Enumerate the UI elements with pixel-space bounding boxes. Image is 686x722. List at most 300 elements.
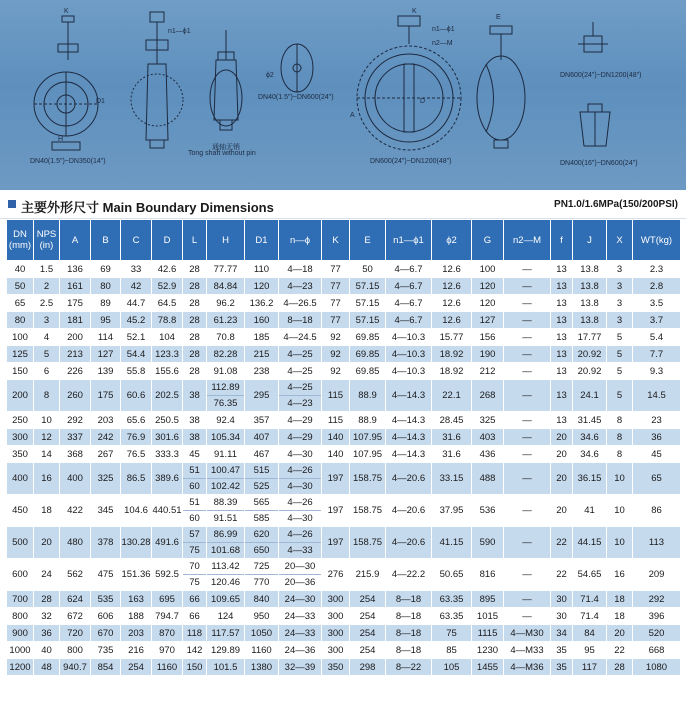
- table-cell: 3: [607, 312, 633, 329]
- column-header: H: [207, 220, 245, 261]
- table-cell: 57.15: [350, 278, 386, 295]
- table-cell: 76.5: [121, 446, 152, 463]
- table-cell: 5: [607, 363, 633, 380]
- cell-subvalue: 101.68: [207, 542, 244, 558]
- column-header: n1—ϕ1: [386, 220, 432, 261]
- table-cell: 13: [551, 412, 573, 429]
- table-cell: 400: [60, 463, 91, 495]
- table-cell: 41: [573, 495, 607, 527]
- table-cell: 115: [322, 412, 350, 429]
- table-cell: 158.75: [350, 463, 386, 495]
- table-cell: 69.85: [350, 346, 386, 363]
- table-cell: [207, 463, 245, 495]
- table-cell: 300: [322, 625, 350, 642]
- table-cell: 24—30: [279, 591, 322, 608]
- table-cell: —: [504, 329, 551, 346]
- table-cell: 20: [551, 446, 573, 463]
- label-range-c: DN600(24")~DN1200(48"): [370, 158, 452, 165]
- valve-tong-shaft-view: [210, 30, 242, 130]
- table-cell: 212: [472, 363, 504, 380]
- table-cell: 140: [322, 446, 350, 463]
- table-cell: 32: [34, 608, 60, 625]
- table-cell: 4—10.3: [386, 329, 432, 346]
- table-cell: 3: [607, 261, 633, 278]
- table-cell: 181: [60, 312, 91, 329]
- table-cell: 80: [91, 278, 121, 295]
- table-cell: 65: [7, 295, 34, 312]
- table-cell: 1160: [152, 659, 183, 676]
- table-cell: 20: [607, 625, 633, 642]
- table-cell: 28: [183, 329, 207, 346]
- table-cell: 13: [551, 261, 573, 278]
- table-cell: 13: [551, 312, 573, 329]
- table-cell: —: [504, 495, 551, 527]
- table-cell: 3.5: [633, 295, 681, 312]
- table-cell: 38: [183, 412, 207, 429]
- table-cell: 28: [183, 278, 207, 295]
- table-cell: 5: [34, 346, 60, 363]
- cell-subvalue: 51: [189, 497, 200, 508]
- table-cell: 13.8: [573, 278, 607, 295]
- table-cell: 28: [183, 312, 207, 329]
- table-cell: 91.11: [207, 446, 245, 463]
- table-cell: 95: [91, 312, 121, 329]
- table-cell: 254: [350, 625, 386, 642]
- table-cell: 48: [34, 659, 60, 676]
- table-cell: 28: [183, 295, 207, 312]
- table-cell: 794.7: [152, 608, 183, 625]
- table-cell: 86.5: [121, 463, 152, 495]
- bullet-square-icon: [8, 200, 16, 208]
- table-cell: 60.6: [121, 380, 152, 412]
- cell-subvalue: 100.47: [210, 465, 241, 476]
- table-cell: 8—18: [386, 625, 432, 642]
- table-cell: 18: [607, 591, 633, 608]
- table-cell: 403: [472, 429, 504, 446]
- table-cell: 57.15: [350, 295, 386, 312]
- technical-drawing: [0, 0, 686, 190]
- table-cell: 23: [633, 412, 681, 429]
- table-cell: 161: [60, 278, 91, 295]
- table-cell: —: [504, 363, 551, 380]
- table-cell: 5: [607, 346, 633, 363]
- column-header: DN (mm): [7, 220, 34, 261]
- table-cell: 123.3: [152, 346, 183, 363]
- cell-subvalue: 88.39: [213, 497, 238, 508]
- table-cell: 10: [607, 463, 633, 495]
- table-cell: 800: [7, 608, 34, 625]
- table-cell: 18: [607, 608, 633, 625]
- table-cell: 12.6: [432, 278, 472, 295]
- section-title: 主要外形尺寸 Main Boundary Dimensions: [21, 200, 274, 215]
- table-cell: 42.6: [152, 261, 183, 278]
- table-cell: [279, 495, 322, 527]
- table-cell: 8—18: [386, 608, 432, 625]
- table-cell: 4—10.3: [386, 363, 432, 380]
- cell-subvalue: 4—30: [279, 510, 321, 526]
- table-cell: 209: [633, 559, 681, 591]
- table-cell: 32—39: [279, 659, 322, 676]
- table-cell: 120: [472, 278, 504, 295]
- table-cell: 91.08: [207, 363, 245, 380]
- cell-subvalue: 91.51: [207, 510, 244, 526]
- table-cell: 200: [60, 329, 91, 346]
- table-cell: 5: [607, 380, 633, 412]
- table-cell: 28: [183, 346, 207, 363]
- table-cell: 92: [322, 363, 350, 380]
- table-cell: 69.85: [350, 363, 386, 380]
- table-cell: 114: [91, 329, 121, 346]
- table-cell: 13.8: [573, 312, 607, 329]
- table-cell: 185: [245, 329, 279, 346]
- cell-subvalue: 4—33: [279, 542, 321, 558]
- cell-subvalue: 585: [245, 510, 278, 526]
- table-cell: 13: [551, 278, 573, 295]
- table-cell: 4—25: [279, 363, 322, 380]
- table-row: [7, 312, 681, 329]
- table-cell: 4—25: [279, 346, 322, 363]
- table-cell: 100: [7, 329, 34, 346]
- table-cell: 672: [60, 608, 91, 625]
- table-cell: 12.6: [432, 261, 472, 278]
- table-cell: 895: [472, 591, 504, 608]
- table-cell: 440.51: [152, 495, 183, 527]
- table-cell: 1160: [245, 642, 279, 659]
- table-cell: [245, 463, 279, 495]
- table-cell: [183, 463, 207, 495]
- table-cell: 8: [34, 380, 60, 412]
- table-cell: 300: [7, 429, 34, 446]
- table-cell: 163: [121, 591, 152, 608]
- table-cell: 3: [34, 312, 60, 329]
- table-cell: —: [504, 591, 551, 608]
- table-cell: 142: [183, 642, 207, 659]
- cell-subvalue: 4—23: [279, 395, 321, 411]
- cell-subvalue: 515: [253, 465, 270, 476]
- table-cell: 295: [245, 380, 279, 412]
- table-cell: 57.15: [350, 312, 386, 329]
- table-cell: 202.5: [152, 380, 183, 412]
- table-cell: 71.4: [573, 591, 607, 608]
- table-cell: 900: [7, 625, 34, 642]
- cell-subvalue: 725: [253, 561, 270, 572]
- table-cell: 92: [322, 329, 350, 346]
- table-cell: 85: [432, 642, 472, 659]
- cell-subvalue: 650: [245, 542, 278, 558]
- table-cell: 720: [60, 625, 91, 642]
- label-d1: D1: [96, 98, 105, 105]
- table-cell: 2: [34, 278, 60, 295]
- table-cell: 950: [245, 608, 279, 625]
- table-cell: 38: [183, 429, 207, 446]
- table-cell: 139: [91, 363, 121, 380]
- table-cell: 107.95: [350, 446, 386, 463]
- table-cell: 115: [322, 380, 350, 412]
- cell-subvalue: 4—25: [287, 382, 313, 393]
- table-cell: 45: [633, 446, 681, 463]
- table-cell: 33.15: [432, 463, 472, 495]
- table-cell: 600: [7, 559, 34, 591]
- cell-subvalue: 620: [253, 529, 270, 540]
- table-cell: 65: [633, 463, 681, 495]
- table-cell: 378: [91, 527, 121, 559]
- table-cell: 4—30: [279, 446, 322, 463]
- label-tong-en: Tong shaft without pin: [188, 150, 256, 157]
- table-cell: 535: [91, 591, 121, 608]
- table-cell: 520: [633, 625, 681, 642]
- table-cell: 4—6.7: [386, 312, 432, 329]
- column-header: X: [607, 220, 633, 261]
- table-cell: [183, 559, 207, 591]
- table-header-row: [7, 220, 681, 261]
- table-cell: 300: [322, 642, 350, 659]
- table-cell: 480: [60, 527, 91, 559]
- table-cell: 4—14.3: [386, 429, 432, 446]
- table-cell: 20: [34, 527, 60, 559]
- cell-subvalue: 565: [253, 497, 270, 508]
- column-header: ϕ2: [432, 220, 472, 261]
- table-cell: 55.8: [121, 363, 152, 380]
- label-d: D: [420, 98, 426, 105]
- table-cell: 216: [121, 642, 152, 659]
- table-cell: 325: [91, 463, 121, 495]
- table-cell: 254: [350, 642, 386, 659]
- table-cell: 31.6: [432, 429, 472, 446]
- table-cell: 36.15: [573, 463, 607, 495]
- cell-subvalue: 4—26: [287, 465, 313, 476]
- table-cell: 301.6: [152, 429, 183, 446]
- table-row: [7, 625, 681, 642]
- table-cell: 66: [183, 608, 207, 625]
- table-cell: 4—M36: [504, 659, 551, 676]
- table-cell: 52.9: [152, 278, 183, 295]
- table-cell: 422: [60, 495, 91, 527]
- table-cell: [279, 527, 322, 559]
- table-cell: 4—10.3: [386, 346, 432, 363]
- table-cell: 28.45: [432, 412, 472, 429]
- valve-detail-top: [578, 22, 608, 52]
- table-cell: 1015: [472, 608, 504, 625]
- table-cell: 70.8: [207, 329, 245, 346]
- table-cell: 8: [607, 412, 633, 429]
- table-cell: 18.92: [432, 363, 472, 380]
- table-cell: 77: [322, 278, 350, 295]
- table-cell: 735: [91, 642, 121, 659]
- table-cell: 407: [245, 429, 279, 446]
- table-cell: 197: [322, 495, 350, 527]
- table-cell: 2.3: [633, 261, 681, 278]
- table-cell: 292: [633, 591, 681, 608]
- table-cell: 22.1: [432, 380, 472, 412]
- cell-subvalue: 120.46: [207, 574, 244, 590]
- table-cell: 150: [183, 659, 207, 676]
- table-cell: 368: [60, 446, 91, 463]
- table-cell: 10: [607, 495, 633, 527]
- table-cell: 4—14.3: [386, 412, 432, 429]
- table-row: [7, 591, 681, 608]
- table-cell: 2.8: [633, 278, 681, 295]
- table-cell: 156: [472, 329, 504, 346]
- label-n1-phi1-a: n1—ϕ1: [168, 28, 191, 35]
- table-cell: 4—23: [279, 278, 322, 295]
- table-cell: 38: [183, 380, 207, 412]
- table-row: [7, 527, 681, 559]
- table-cell: 350: [322, 659, 350, 676]
- table-cell: 36: [34, 625, 60, 642]
- table-cell: 213: [60, 346, 91, 363]
- table-cell: 61.23: [207, 312, 245, 329]
- table-cell: 14: [34, 446, 60, 463]
- table-cell: 105.34: [207, 429, 245, 446]
- valve-front-view-2: [357, 16, 461, 150]
- table-cell: 77.77: [207, 261, 245, 278]
- table-cell: 254: [350, 608, 386, 625]
- table-cell: 333.3: [152, 446, 183, 463]
- table-cell: 267: [91, 446, 121, 463]
- table-cell: 86: [633, 495, 681, 527]
- table-cell: 254: [350, 591, 386, 608]
- column-header: C: [121, 220, 152, 261]
- table-cell: 4—26.5: [279, 295, 322, 312]
- table-cell: —: [504, 295, 551, 312]
- table-cell: 695: [152, 591, 183, 608]
- table-cell: 345: [91, 495, 121, 527]
- table-cell: 50: [350, 261, 386, 278]
- table-cell: 8—22: [386, 659, 432, 676]
- table-cell: 300: [322, 608, 350, 625]
- table-cell: —: [504, 380, 551, 412]
- table-cell: [207, 380, 245, 412]
- table-cell: 260: [60, 380, 91, 412]
- table-cell: [183, 527, 207, 559]
- table-cell: 970: [152, 642, 183, 659]
- table-cell: [279, 380, 322, 412]
- table-cell: 18.92: [432, 346, 472, 363]
- table-cell: 242: [91, 429, 121, 446]
- column-header: L: [183, 220, 207, 261]
- table-cell: 9.3: [633, 363, 681, 380]
- table-cell: 100: [472, 261, 504, 278]
- table-body: [7, 261, 681, 676]
- table-row: [7, 380, 681, 412]
- cell-subvalue: 70: [189, 561, 200, 572]
- table-cell: 69: [91, 261, 121, 278]
- table-cell: 200: [7, 380, 34, 412]
- cell-subvalue: 770: [245, 574, 278, 590]
- table-cell: 3: [607, 295, 633, 312]
- table-cell: [207, 527, 245, 559]
- table-cell: 158.75: [350, 527, 386, 559]
- table-cell: 840: [245, 591, 279, 608]
- table-cell: 8: [607, 446, 633, 463]
- table-cell: 325: [472, 412, 504, 429]
- table-cell: 13: [551, 295, 573, 312]
- table-cell: 15.77: [432, 329, 472, 346]
- table-cell: 120: [472, 295, 504, 312]
- table-cell: 590: [472, 527, 504, 559]
- table-cell: 17.77: [573, 329, 607, 346]
- table-cell: 1455: [472, 659, 504, 676]
- table-cell: 88.9: [350, 380, 386, 412]
- table-cell: 127: [472, 312, 504, 329]
- table-cell: 77: [322, 295, 350, 312]
- table-cell: —: [504, 527, 551, 559]
- table-cell: 700: [7, 591, 34, 608]
- table-cell: 30: [551, 608, 573, 625]
- table-cell: 107.95: [350, 429, 386, 446]
- table-cell: 124: [207, 608, 245, 625]
- table-cell: 12.6: [432, 295, 472, 312]
- table-cell: 45: [183, 446, 207, 463]
- table-cell: 250.5: [152, 412, 183, 429]
- table-cell: 13.8: [573, 295, 607, 312]
- table-cell: —: [504, 278, 551, 295]
- table-cell: 41.15: [432, 527, 472, 559]
- table-cell: [245, 559, 279, 591]
- table-cell: 44.15: [573, 527, 607, 559]
- table-cell: 104: [152, 329, 183, 346]
- table-cell: 467: [245, 446, 279, 463]
- table-cell: 158.75: [350, 495, 386, 527]
- cell-subvalue: 4—30: [279, 478, 321, 494]
- cell-subvalue: 51: [189, 465, 200, 476]
- cell-subvalue: 60: [183, 510, 206, 526]
- table-cell: 18: [34, 495, 60, 527]
- table-cell: 396: [633, 608, 681, 625]
- table-cell: 670: [91, 625, 121, 642]
- table-cell: 66: [183, 591, 207, 608]
- column-header: D1: [245, 220, 279, 261]
- table-cell: 45.2: [121, 312, 152, 329]
- cell-subvalue: 76.35: [207, 395, 244, 411]
- cell-subvalue: 75: [183, 542, 206, 558]
- table-cell: 624: [60, 591, 91, 608]
- table-cell: 155.6: [152, 363, 183, 380]
- table-row: [7, 463, 681, 495]
- table-cell: 20.92: [573, 346, 607, 363]
- table-cell: 4—6.7: [386, 295, 432, 312]
- table-cell: 125: [7, 346, 34, 363]
- table-cell: 129.89: [207, 642, 245, 659]
- column-header: NPS (in): [34, 220, 60, 261]
- table-cell: 76.9: [121, 429, 152, 446]
- column-header: D: [152, 220, 183, 261]
- label-tong-cn: 通轴无销: [212, 144, 240, 151]
- table-cell: 203: [121, 625, 152, 642]
- table-cell: 24.1: [573, 380, 607, 412]
- table-cell: 276: [322, 559, 350, 591]
- table-cell: 50.65: [432, 559, 472, 591]
- table-cell: 870: [152, 625, 183, 642]
- table-cell: 130.28: [121, 527, 152, 559]
- table-cell: 77: [322, 261, 350, 278]
- table-cell: 77: [322, 312, 350, 329]
- table-cell: 44.7: [121, 295, 152, 312]
- cell-subvalue: 4—26: [287, 497, 313, 508]
- table-cell: 4—6.7: [386, 278, 432, 295]
- table-cell: 500: [7, 527, 34, 559]
- table-cell: 160: [245, 312, 279, 329]
- table-cell: 491.6: [152, 527, 183, 559]
- table-cell: 80: [7, 312, 34, 329]
- table-cell: 28: [607, 659, 633, 676]
- table-cell: 1050: [245, 625, 279, 642]
- table-cell: 71.4: [573, 608, 607, 625]
- table-cell: 52.1: [121, 329, 152, 346]
- table-row: [7, 446, 681, 463]
- table-cell: 4—24.5: [279, 329, 322, 346]
- table-cell: 350: [7, 446, 34, 463]
